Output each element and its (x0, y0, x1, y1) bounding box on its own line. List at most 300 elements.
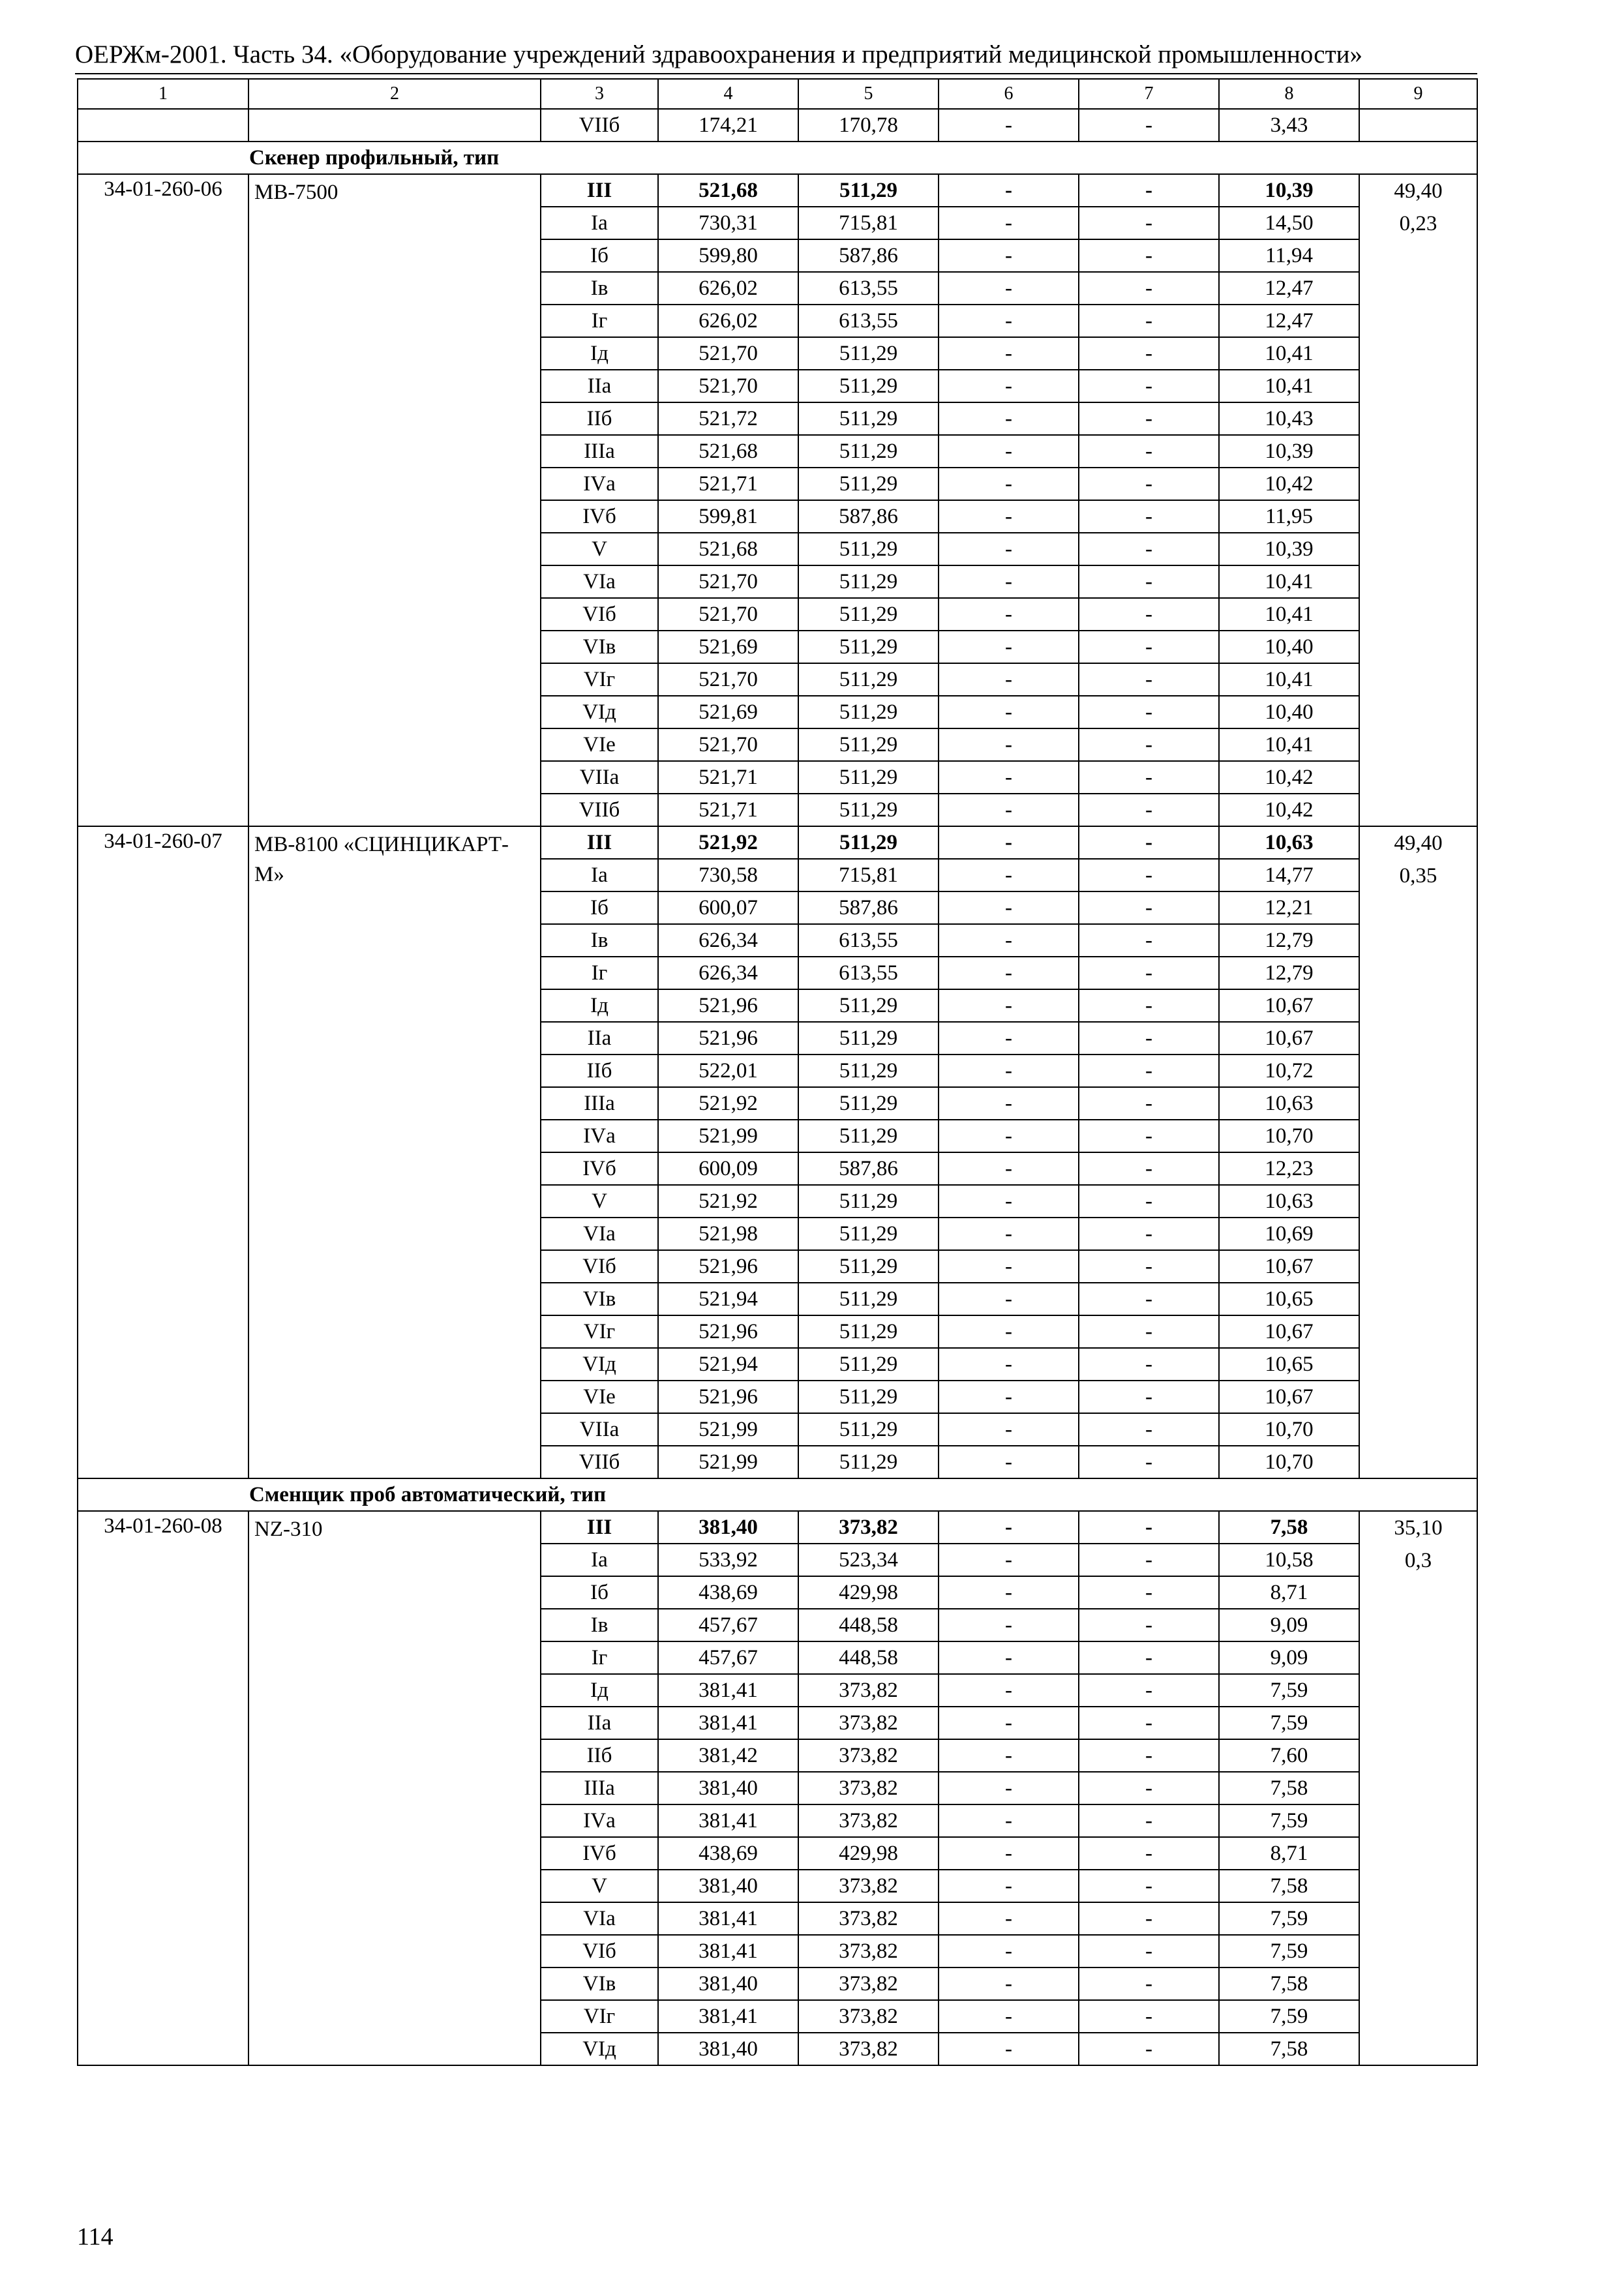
column-number: 3 (541, 79, 658, 109)
machinist-wage-cell: - (1079, 1772, 1219, 1804)
materials-cost-cell: 10,72 (1219, 1055, 1359, 1087)
materials-cost-cell: 10,67 (1219, 1315, 1359, 1348)
zone-cell: VIв (541, 1283, 658, 1315)
machine-cost-cell: - (939, 565, 1079, 598)
section-row (78, 1478, 1477, 1511)
materials-cost-cell: 10,39 (1219, 533, 1359, 565)
total-cost-cell: 521,99 (658, 1120, 798, 1152)
zone-cell: Iб (541, 1576, 658, 1609)
materials-cost-cell: 3,43 (1219, 109, 1359, 142)
table-row (78, 826, 1477, 859)
materials-cost-cell: 11,95 (1219, 500, 1359, 533)
rate-code (78, 109, 248, 142)
machine-cost-cell: - (939, 1283, 1079, 1315)
materials-cost-cell: 7,59 (1219, 1935, 1359, 1967)
machinist-wage-cell: - (1079, 957, 1219, 989)
rates-table (77, 78, 1478, 2066)
total-cost-cell: 521,96 (658, 989, 798, 1022)
labor-cost-cell: 511,29 (798, 728, 939, 761)
machinist-wage-cell: - (1079, 239, 1219, 272)
total-cost-cell: 521,99 (658, 1413, 798, 1446)
labor-cost-cell: 511,29 (798, 1022, 939, 1055)
labor-hours-cell (1359, 826, 1477, 1478)
materials-cost-cell: 10,41 (1219, 337, 1359, 370)
machinist-wage-cell: - (1079, 370, 1219, 402)
labor-hours-cell (1359, 1511, 1477, 2065)
machine-cost-cell: - (939, 1381, 1079, 1413)
labor-value: 49,40 (1394, 179, 1443, 203)
section-title: Скенер профильный, тип (78, 142, 1477, 174)
labor-cost-cell: 429,98 (798, 1837, 939, 1870)
labor-cost-cell: 511,29 (798, 989, 939, 1022)
machinist-wage-cell: - (1079, 1511, 1219, 1544)
labor-cost-cell: 511,29 (798, 631, 939, 663)
zone-cell: VIа (541, 1902, 658, 1935)
materials-cost-cell: 12,47 (1219, 272, 1359, 305)
labor-cost-cell: 613,55 (798, 305, 939, 337)
total-cost-cell: 381,40 (658, 1772, 798, 1804)
machine-cost-cell: - (939, 1902, 1079, 1935)
total-cost-cell: 521,71 (658, 794, 798, 826)
machinist-wage-cell: - (1079, 2000, 1219, 2033)
materials-cost-cell: 10,40 (1219, 696, 1359, 728)
machine-cost-cell: - (939, 859, 1079, 891)
machine-cost-cell: - (939, 794, 1079, 826)
labor-cost-cell: 511,29 (798, 1446, 939, 1478)
zone-cell: Iа (541, 859, 658, 891)
total-cost-cell: 522,01 (658, 1055, 798, 1087)
machinist-wage-cell: - (1079, 1576, 1219, 1609)
labor-cost-cell: 373,82 (798, 2000, 939, 2033)
total-cost-cell: 521,96 (658, 1022, 798, 1055)
total-cost-cell: 521,68 (658, 533, 798, 565)
total-cost-cell: 381,41 (658, 1707, 798, 1739)
total-cost-cell: 381,40 (658, 1870, 798, 1902)
machine-cost-cell: - (939, 1674, 1079, 1707)
labor-cost-cell: 715,81 (798, 859, 939, 891)
machine-cost-cell: - (939, 1348, 1079, 1381)
machine-cost-cell: - (939, 2000, 1079, 2033)
zone-cell: III (541, 826, 658, 859)
machinist-wage-cell: - (1079, 1413, 1219, 1446)
machine-cost-cell: - (939, 1935, 1079, 1967)
materials-cost-cell: 10,42 (1219, 761, 1359, 794)
materials-cost-cell: 7,59 (1219, 1707, 1359, 1739)
materials-cost-cell: 10,58 (1219, 1544, 1359, 1576)
labor-cost-cell: 373,82 (798, 1870, 939, 1902)
materials-cost-cell: 7,60 (1219, 1739, 1359, 1772)
labor-cost-cell: 373,82 (798, 1902, 939, 1935)
materials-cost-cell: 10,41 (1219, 728, 1359, 761)
total-cost-cell: 521,71 (658, 761, 798, 794)
labor-cost-cell: 587,86 (798, 239, 939, 272)
zone-cell: VIIб (541, 794, 658, 826)
machinist-wage-cell: - (1079, 1218, 1219, 1250)
materials-cost-cell: 10,43 (1219, 402, 1359, 435)
total-cost-cell: 521,68 (658, 435, 798, 468)
machinist-wage-cell: - (1079, 989, 1219, 1022)
machine-cost-cell: - (939, 1967, 1079, 2000)
labor-cost-cell: 511,29 (798, 337, 939, 370)
total-cost-cell: 521,71 (658, 468, 798, 500)
zone-cell: IIа (541, 1022, 658, 1055)
zone-cell: V (541, 533, 658, 565)
labor-cost-cell: 511,29 (798, 761, 939, 794)
machine-cost-cell: - (939, 305, 1079, 337)
zone-cell: VIIа (541, 1413, 658, 1446)
labor-cost-cell: 448,58 (798, 1641, 939, 1674)
machine-cost-cell: - (939, 761, 1079, 794)
machinist-wage-cell: - (1079, 1935, 1219, 1967)
materials-cost-cell: 7,58 (1219, 1870, 1359, 1902)
machinist-wage-cell: - (1079, 1087, 1219, 1120)
machinist-wage-cell: - (1079, 1283, 1219, 1315)
machinist-wage-cell: - (1079, 1120, 1219, 1152)
zone-cell: VIе (541, 728, 658, 761)
labor-cost-cell: 373,82 (798, 1674, 939, 1707)
labor-cost-cell: 511,29 (798, 1283, 939, 1315)
column-number: 4 (658, 79, 798, 109)
labor-hours-cell (1359, 174, 1477, 826)
column-number: 9 (1359, 79, 1477, 109)
labor-cost-cell: 429,98 (798, 1576, 939, 1609)
machinist-wage-cell: - (1079, 1641, 1219, 1674)
total-cost-cell: 626,34 (658, 957, 798, 989)
machine-cost-cell: - (939, 1511, 1079, 1544)
total-cost-cell: 521,70 (658, 598, 798, 631)
labor-cost-cell: 511,29 (798, 1413, 939, 1446)
total-cost-cell: 521,96 (658, 1315, 798, 1348)
zone-cell: Iг (541, 305, 658, 337)
column-number: 8 (1219, 79, 1359, 109)
materials-cost-cell: 7,58 (1219, 1772, 1359, 1804)
materials-cost-cell: 10,67 (1219, 1381, 1359, 1413)
machine-cost-cell: - (939, 272, 1079, 305)
labor-cost-cell: 511,29 (798, 1315, 939, 1348)
zone-cell: VIд (541, 2033, 658, 2065)
machinist-wage-cell: - (1079, 1609, 1219, 1641)
labor-cost-cell: 511,29 (798, 468, 939, 500)
total-cost-cell: 626,02 (658, 272, 798, 305)
materials-cost-cell: 10,69 (1219, 1218, 1359, 1250)
zone-cell: III (541, 174, 658, 207)
machinist-wage-cell: - (1079, 1804, 1219, 1837)
labor-value: 0,35 (1399, 864, 1437, 888)
labor-cost-cell: 170,78 (798, 109, 939, 142)
labor-cost-cell: 511,29 (798, 174, 939, 207)
machinist-wage-cell: - (1079, 1315, 1219, 1348)
total-cost-cell: 381,41 (658, 1674, 798, 1707)
materials-cost-cell: 7,59 (1219, 1902, 1359, 1935)
materials-cost-cell: 10,63 (1219, 1087, 1359, 1120)
total-cost-cell: 381,42 (658, 1739, 798, 1772)
materials-cost-cell: 9,09 (1219, 1609, 1359, 1641)
zone-cell: Iд (541, 1674, 658, 1707)
machinist-wage-cell: - (1079, 1185, 1219, 1218)
materials-cost-cell: 10,41 (1219, 663, 1359, 696)
zone-cell: Iг (541, 957, 658, 989)
machine-cost-cell: - (939, 1446, 1079, 1478)
machine-cost-cell: - (939, 1087, 1079, 1120)
materials-cost-cell: 10,40 (1219, 631, 1359, 663)
materials-cost-cell: 10,63 (1219, 1185, 1359, 1218)
machinist-wage-cell: - (1079, 1837, 1219, 1870)
zone-cell: VIб (541, 598, 658, 631)
materials-cost-cell: 10,70 (1219, 1413, 1359, 1446)
rate-code: 34-01-260-07 (78, 826, 248, 1478)
machine-cost-cell: - (939, 728, 1079, 761)
column-number: 6 (939, 79, 1079, 109)
zone-cell: VIг (541, 2000, 658, 2033)
machinist-wage-cell: - (1079, 174, 1219, 207)
machine-cost-cell: - (939, 1707, 1079, 1739)
zone-cell: VIв (541, 631, 658, 663)
labor-cost-cell: 511,29 (798, 663, 939, 696)
machinist-wage-cell: - (1079, 794, 1219, 826)
machinist-wage-cell: - (1079, 859, 1219, 891)
materials-cost-cell: 10,65 (1219, 1348, 1359, 1381)
total-cost-cell: 730,58 (658, 859, 798, 891)
labor-cost-cell: 511,29 (798, 1218, 939, 1250)
machine-cost-cell: - (939, 1250, 1079, 1283)
column-number-row (78, 79, 1477, 109)
materials-cost-cell: 12,47 (1219, 305, 1359, 337)
machinist-wage-cell: - (1079, 1022, 1219, 1055)
total-cost-cell: 521,92 (658, 1185, 798, 1218)
labor-cost-cell: 511,29 (798, 794, 939, 826)
machine-cost-cell: - (939, 1837, 1079, 1870)
machine-cost-cell: - (939, 533, 1079, 565)
materials-cost-cell: 10,41 (1219, 370, 1359, 402)
materials-cost-cell: 10,41 (1219, 598, 1359, 631)
machine-cost-cell: - (939, 1055, 1079, 1087)
machine-cost-cell: - (939, 500, 1079, 533)
machine-cost-cell: - (939, 1804, 1079, 1837)
materials-cost-cell: 12,79 (1219, 924, 1359, 957)
equipment-name: МВ-8100 «СЦИНЦИКАРТ-М» (248, 826, 541, 1478)
zone-cell: V (541, 1185, 658, 1218)
total-cost-cell: 521,99 (658, 1446, 798, 1478)
labor-cost-cell: 373,82 (798, 1511, 939, 1544)
machinist-wage-cell: - (1079, 500, 1219, 533)
total-cost-cell: 521,94 (658, 1283, 798, 1315)
materials-cost-cell: 8,71 (1219, 1837, 1359, 1870)
total-cost-cell: 381,40 (658, 2033, 798, 2065)
machinist-wage-cell: - (1079, 728, 1219, 761)
machine-cost-cell: - (939, 174, 1079, 207)
zone-cell: VIд (541, 696, 658, 728)
zone-cell: IVа (541, 1804, 658, 1837)
materials-cost-cell: 14,50 (1219, 207, 1359, 239)
zone-cell: IIб (541, 1739, 658, 1772)
machinist-wage-cell: - (1079, 2033, 1219, 2065)
total-cost-cell: 521,92 (658, 1087, 798, 1120)
zone-cell: VIг (541, 1315, 658, 1348)
total-cost-cell: 521,96 (658, 1250, 798, 1283)
materials-cost-cell: 10,41 (1219, 565, 1359, 598)
labor-cost-cell: 613,55 (798, 957, 939, 989)
materials-cost-cell: 7,58 (1219, 1967, 1359, 2000)
zone-cell: VIа (541, 1218, 658, 1250)
zone-cell: Iв (541, 1609, 658, 1641)
machinist-wage-cell: - (1079, 435, 1219, 468)
machine-cost-cell: - (939, 598, 1079, 631)
machinist-wage-cell: - (1079, 533, 1219, 565)
labor-cost-cell: 523,34 (798, 1544, 939, 1576)
materials-cost-cell: 10,70 (1219, 1446, 1359, 1478)
labor-cost-cell: 511,29 (798, 435, 939, 468)
machine-cost-cell: - (939, 631, 1079, 663)
total-cost-cell: 521,94 (658, 1348, 798, 1381)
machinist-wage-cell: - (1079, 1902, 1219, 1935)
machine-cost-cell: - (939, 891, 1079, 924)
table-body (78, 79, 1477, 2065)
labor-cost-cell: 511,29 (798, 1250, 939, 1283)
total-cost-cell: 521,72 (658, 402, 798, 435)
zone-cell: Iв (541, 272, 658, 305)
rate-code: 34-01-260-08 (78, 1511, 248, 2065)
section-row (78, 142, 1477, 174)
machine-cost-cell: - (939, 1185, 1079, 1218)
materials-cost-cell: 7,59 (1219, 1804, 1359, 1837)
machine-cost-cell: - (939, 826, 1079, 859)
labor-cost-cell: 511,29 (798, 1120, 939, 1152)
column-number: 7 (1079, 79, 1219, 109)
total-cost-cell: 730,31 (658, 207, 798, 239)
materials-cost-cell: 7,58 (1219, 1511, 1359, 1544)
zone-cell: VIIб (541, 109, 658, 142)
total-cost-cell: 521,96 (658, 1381, 798, 1413)
labor-cost-cell: 511,29 (798, 533, 939, 565)
zone-cell: Iб (541, 891, 658, 924)
materials-cost-cell: 7,59 (1219, 1674, 1359, 1707)
machine-cost-cell: - (939, 207, 1079, 239)
zone-cell: VIIа (541, 761, 658, 794)
zone-cell: Iб (541, 239, 658, 272)
machinist-wage-cell: - (1079, 468, 1219, 500)
column-number: 5 (798, 79, 939, 109)
machinist-wage-cell: - (1079, 1348, 1219, 1381)
machinist-wage-cell: - (1079, 1674, 1219, 1707)
machinist-wage-cell: - (1079, 1152, 1219, 1185)
table-row (78, 174, 1477, 207)
zone-cell: IIб (541, 402, 658, 435)
zone-cell: IVб (541, 1837, 658, 1870)
labor-cost-cell: 373,82 (798, 1804, 939, 1837)
machine-cost-cell: - (939, 370, 1079, 402)
zone-cell: IVб (541, 1152, 658, 1185)
machinist-wage-cell: - (1079, 1870, 1219, 1902)
machine-cost-cell: - (939, 957, 1079, 989)
labor-value: 0,23 (1399, 212, 1437, 235)
total-cost-cell: 626,34 (658, 924, 798, 957)
machinist-wage-cell: - (1079, 402, 1219, 435)
labor-cost-cell: 587,86 (798, 500, 939, 533)
zone-cell: Iд (541, 337, 658, 370)
machinist-wage-cell: - (1079, 663, 1219, 696)
materials-cost-cell: 10,39 (1219, 174, 1359, 207)
labor-cost-cell: 373,82 (798, 1935, 939, 1967)
machine-cost-cell: - (939, 1120, 1079, 1152)
labor-value: 0,3 (1404, 1549, 1432, 1572)
total-cost-cell: 600,07 (658, 891, 798, 924)
machine-cost-cell: - (939, 1413, 1079, 1446)
zone-cell: VIе (541, 1381, 658, 1413)
machine-cost-cell: - (939, 924, 1079, 957)
zone-cell: V (541, 1870, 658, 1902)
zone-cell: IVа (541, 468, 658, 500)
machine-cost-cell: - (939, 402, 1079, 435)
labor-cost-cell: 511,29 (798, 1055, 939, 1087)
zone-cell: Iг (541, 1641, 658, 1674)
machine-cost-cell: - (939, 1772, 1079, 1804)
zone-cell: VIд (541, 1348, 658, 1381)
materials-cost-cell: 12,21 (1219, 891, 1359, 924)
machinist-wage-cell: - (1079, 631, 1219, 663)
document-header: ОЕРЖм-2001. Часть 34. «Оборудование учреждений здравоохранения и предприятий медицинской промышленности» (75, 38, 1477, 74)
machinist-wage-cell: - (1079, 1544, 1219, 1576)
machine-cost-cell: - (939, 1641, 1079, 1674)
total-cost-cell: 174,21 (658, 109, 798, 142)
materials-cost-cell: 7,58 (1219, 2033, 1359, 2065)
zone-cell: VIIб (541, 1446, 658, 1478)
equipment-name (248, 109, 541, 142)
labor-cost-cell: 373,82 (798, 1967, 939, 2000)
materials-cost-cell: 10,65 (1219, 1283, 1359, 1315)
materials-cost-cell: 8,71 (1219, 1576, 1359, 1609)
materials-cost-cell: 10,67 (1219, 989, 1359, 1022)
labor-cost-cell: 511,29 (798, 696, 939, 728)
machine-cost-cell: - (939, 1739, 1079, 1772)
machine-cost-cell: - (939, 337, 1079, 370)
equipment-name: МВ-7500 (248, 174, 541, 826)
machine-cost-cell: - (939, 696, 1079, 728)
zone-cell: IIб (541, 1055, 658, 1087)
machinist-wage-cell: - (1079, 337, 1219, 370)
labor-cost-cell: 715,81 (798, 207, 939, 239)
total-cost-cell: 626,02 (658, 305, 798, 337)
machinist-wage-cell: - (1079, 761, 1219, 794)
machinist-wage-cell: - (1079, 1739, 1219, 1772)
machine-cost-cell: - (939, 989, 1079, 1022)
total-cost-cell: 521,70 (658, 337, 798, 370)
total-cost-cell: 381,41 (658, 1935, 798, 1967)
machinist-wage-cell: - (1079, 1967, 1219, 2000)
zone-cell: IVб (541, 500, 658, 533)
labor-cost-cell: 511,29 (798, 598, 939, 631)
machine-cost-cell: - (939, 435, 1079, 468)
total-cost-cell: 533,92 (658, 1544, 798, 1576)
zone-cell: III (541, 1511, 658, 1544)
machine-cost-cell: - (939, 1576, 1079, 1609)
rate-code: 34-01-260-06 (78, 174, 248, 826)
machinist-wage-cell: - (1079, 891, 1219, 924)
zone-cell: IIIа (541, 1772, 658, 1804)
zone-cell: IVа (541, 1120, 658, 1152)
zone-cell: VIб (541, 1935, 658, 1967)
labor-cost-cell: 511,29 (798, 1087, 939, 1120)
zone-cell: Iа (541, 1544, 658, 1576)
total-cost-cell: 381,41 (658, 2000, 798, 2033)
labor-cost-cell: 587,86 (798, 891, 939, 924)
machinist-wage-cell: - (1079, 565, 1219, 598)
total-cost-cell: 521,70 (658, 663, 798, 696)
table-row (78, 1511, 1477, 1544)
materials-cost-cell: 10,67 (1219, 1250, 1359, 1283)
machine-cost-cell: - (939, 1022, 1079, 1055)
zone-cell: Iа (541, 207, 658, 239)
machinist-wage-cell: - (1079, 1055, 1219, 1087)
